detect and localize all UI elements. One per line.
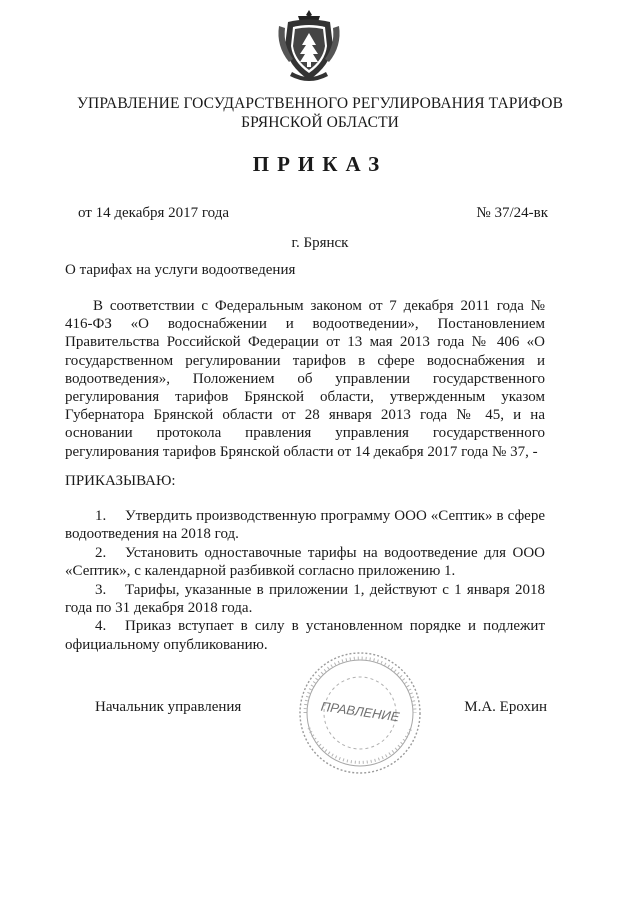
coat-of-arms-icon [274,6,344,84]
preamble-paragraph: В соответствии с Федеральным законом от 7 декабря 2011 года № 416-ФЗ «О водоснабжении и водоотведении», Постановлением Правительства Российской Федерации от 13 мая 2013 года № 406 «О государственном регулировании тарифов в сфере водоснабжения и водоотведения», Положением об управлении государственного регулирования тарифов Брянской области, утвержденным указом Губернатора Брянской области от 28 января 2013 года № 45, и на основании протокола правления управления государственного регулирования тарифов Брянской области от 14 декабря 2017 года № 37, - [65,298,545,460]
document-subject: О тарифах на услуги водоотведения [65,262,296,278]
document-title: ПРИКАЗ [252,152,388,176]
authority-line-2: БРЯНСКОЙ ОБЛАСТИ [241,114,399,131]
item-text: Тарифы, указанные в приложении 1, действуют с 1 января 2018 года по 31 декабря 2018 года. [65,581,545,617]
order-item [65,507,545,544]
order-directive: ПРИКАЗЫВАЮ: [65,473,176,489]
order-item [65,544,545,581]
stamp-text: ПРАВЛЕНИЕ [320,698,401,725]
issuing-authority [0,94,640,132]
document-date: от 14 декабря 2017 года [78,205,230,221]
item-number: 2. [95,544,107,561]
item-number: 4. [95,618,107,635]
signer-name: М.А. Ерохин [464,699,547,715]
document-number: № 37/24-вк [476,205,548,221]
item-text: Приказ вступает в силу в установленном порядке и подлежит официальному опубликованию. [65,618,545,653]
item-text: Установить одноставочные тарифы на водоотведение для ООО «Септик», с календарной разбивкой согласно приложению 1. [65,544,545,580]
item-number: 1. [95,508,107,524]
order-item [65,581,545,618]
order-items [65,507,545,654]
item-text: Утвердить производственную программу ООО «Септик» в сфере водоотведения на 2018 год. [65,508,545,543]
signature-block [95,699,547,716]
authority-line-1: УПРАВЛЕНИЕ ГОСУДАРСТВЕННОГО РЕГУЛИРОВАНИЯ ТАРИФОВ [76,95,564,112]
signer-position: Начальник управления [95,699,242,715]
date-number-line [78,205,548,222]
item-number: 3. [95,581,107,598]
document-city: г. Брянск [291,235,349,251]
